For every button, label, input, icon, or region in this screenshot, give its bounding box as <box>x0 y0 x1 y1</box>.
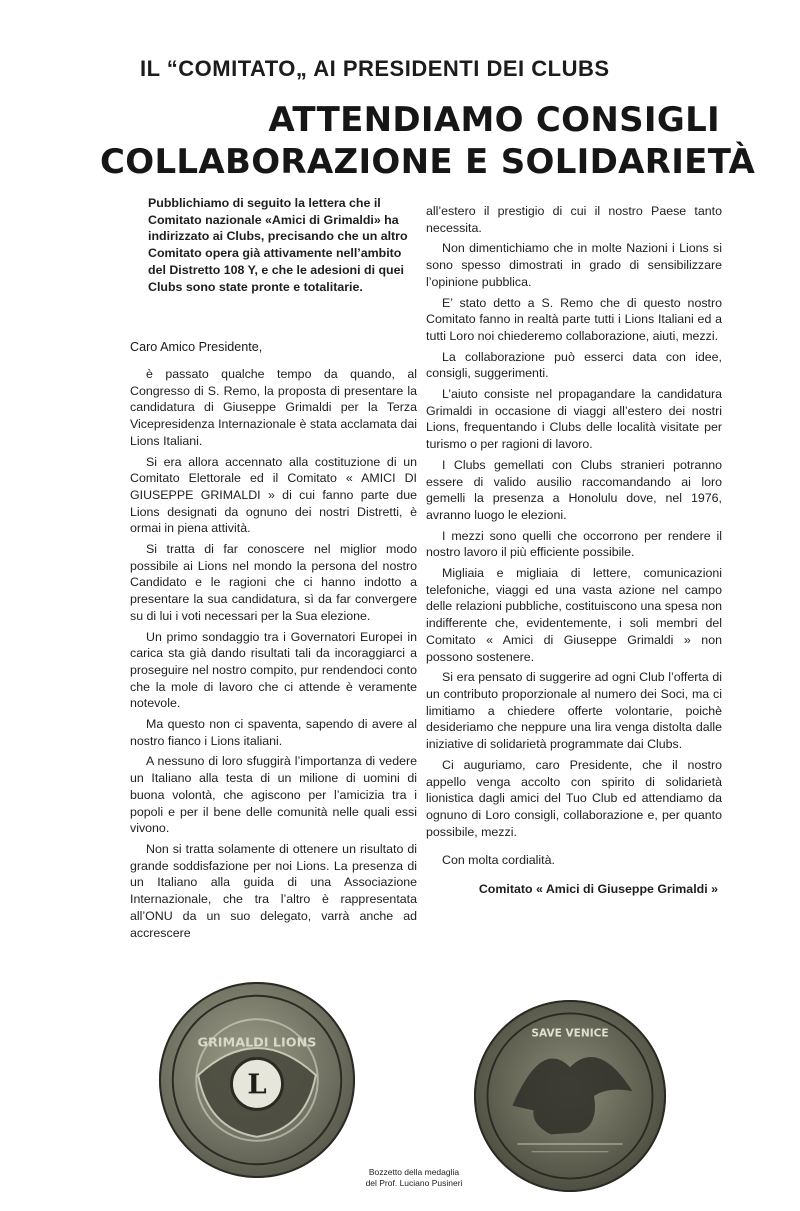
letter-closing: Con molta cordialità. <box>442 853 555 868</box>
letter-paragraph: E’ stato detto a S. Remo che di questo nostro Comitato fanno in realtà parte tutti i Lions Italiani ed a tutti Loro noi chiederemo collaborazione, aiuti, mezzi. <box>426 295 722 343</box>
letter-paragraph: La collaborazione può esserci data con idee, consigli, suggerimenti. <box>426 349 722 381</box>
medal-right-inscription: SAVE VENICE <box>531 1027 609 1040</box>
lions-emblem-icon <box>159 982 355 1178</box>
letter-paragraph: Si era pensato di suggerire ad ogni Club l’offerta di un contributo proporzionale al numero dei Soci, ma ci limitiamo a chiedere offerte volontarie, poichè desideriamo che neppure una lira venga distolta dalle iniziative di solidarietà programmate dai Clubs. <box>426 670 722 752</box>
headline-line-2: COLLABORAZIONE E SOLIDARIETÀ <box>100 142 756 182</box>
letter-paragraph: Si era allora accennato alla costituzione di un Comitato Elettorale ed il Comitato « AMICI DI GIUSEPPE GRIMALDI » di cui fanno parte due Lions designati da ognuno dei nostri Distretti, è ormai in piena attività. <box>130 454 417 536</box>
letter-paragraph: Non si tratta solamente di ottenere un risultato di grande soddisfazione per noi Lions. La presenza di un Italiano alla guida di una Associazione Internazionale, che tra l’altro è rappresentata all’ONU da un suo delegato, varrà anche ad accrescere <box>130 841 417 940</box>
letter-paragraph: è passato qualche tempo da quando, al Congresso di S. Remo, la proposta di presentare la candidatura di Giuseppe Grimaldi per la Terza Vicepresidenza Internazionale è stata acclamata dai Lions Italiani. <box>130 367 417 448</box>
medal-letter: L <box>247 1068 267 1101</box>
letter-paragraph: Ma questo non ci spaventa, sapendo di avere al nostro fianco i Lions italiani. <box>130 717 417 748</box>
article-kicker: IL “COMITATO„ AI PRESIDENTI DEI CLUBS <box>140 56 610 81</box>
medal-left-inscription: GRIMALDI LIONS <box>197 1035 317 1051</box>
letter-right-column <box>426 203 722 898</box>
letter-paragraph: Si tratta di far conoscere nel miglior modo possibile ai Lions nel mondo la persona del nostro Candidato e le ragioni che ci hanno indotto a presentare la sua candidatura, sì da far convergere su di lui i voti necessari per la Sua elezione. <box>130 542 417 623</box>
letter-paragraph: Migliaia e migliaia di lettere, comunicazioni telefoniche, viaggi ed una vasta azione nel campo delle relazioni pubbliche, costituiscono una spesa non indifferente che, evidentemente, i soli membri del Comitato « Amici di Giuseppe Grimaldi » non possono sostenere. <box>426 566 722 664</box>
letter-paragraph: I Clubs gemellati con Clubs stranieri potranno essere di valido ausilio raccomandando ai loro gemelli la presenza a Honolulu dove, nel 1976, avranno luogo le elezioni. <box>426 457 722 522</box>
lions-medal-image <box>159 982 355 1178</box>
letter-paragraph: all’estero il prestigio di cui il nostro Paese tanto necessita. <box>426 204 722 235</box>
winged-lion-icon <box>474 1000 666 1192</box>
letter-paragraph: L’aiuto consiste nel propagandare la candidatura Grimaldi in occasione di viaggi all’estero dei nostri Lions, frequentando i Clubs delle località visitate per turismo o per ragioni di lavoro. <box>426 387 722 452</box>
letter-paragraph: Ci auguriamo, caro Presidente, che il nostro appello venga accolto con spirito di solidarietà lionistica dagli amici del Tuo Club ed attendiamo da ognuno di Loro consigli, collaborazione e, per quanto possibile, mezzi. <box>426 757 722 839</box>
save-venice-medal-image <box>474 1000 666 1192</box>
caption-line-1: Bozzetto della medaglia <box>368 1167 460 1177</box>
caption-line-2: del Prof. Luciano Pusineri <box>365 1178 463 1188</box>
image-caption <box>340 1167 488 1189</box>
headline-line-1: ATTENDIAMO CONSIGLI <box>268 100 720 140</box>
letter-paragraph: Un primo sondaggio tra i Governatori Europei in carica sta già dando risultati tali da incoraggiarci a proseguire nel nostro compito, pur rendendoci conto che la mole di lavoro che ci attende è veramente notevole. <box>130 629 417 711</box>
letter-left-column <box>130 366 417 945</box>
letter-paragraph: Non dimentichiamo che in molte Nazioni i Lions si sono spesso dimostrati in grado di sensibilizzare l’opinione pubblica. <box>426 241 722 289</box>
intro-paragraph: Pubblichiamo di seguito la lettera che il Comitato nazionale «Amici di Grimaldi» ha indirizzato ai Clubs, precisando che un altro Comitato opera già attivamente nell’ambito del Distretto 108 Y, e che le adesioni di quei Clubs sono state pronte e totalitarie. <box>148 196 408 294</box>
letter-signature: Comitato « Amici di Giuseppe Grimaldi » <box>478 882 718 897</box>
letter-paragraph: A nessuno di loro sfuggirà l’importanza di vedere un Italiano alla testa di un milione di uomini di buona volontà, che agiscono per l’amicizia tra i popoli e per il bene delle comunità nelle quali essi vivono. <box>130 754 417 836</box>
letter-salutation: Caro Amico Presidente, <box>130 340 263 354</box>
letter-paragraph: I mezzi sono quelli che occorrono per rendere il nostro lavoro il più efficiente possibile. <box>426 528 722 560</box>
